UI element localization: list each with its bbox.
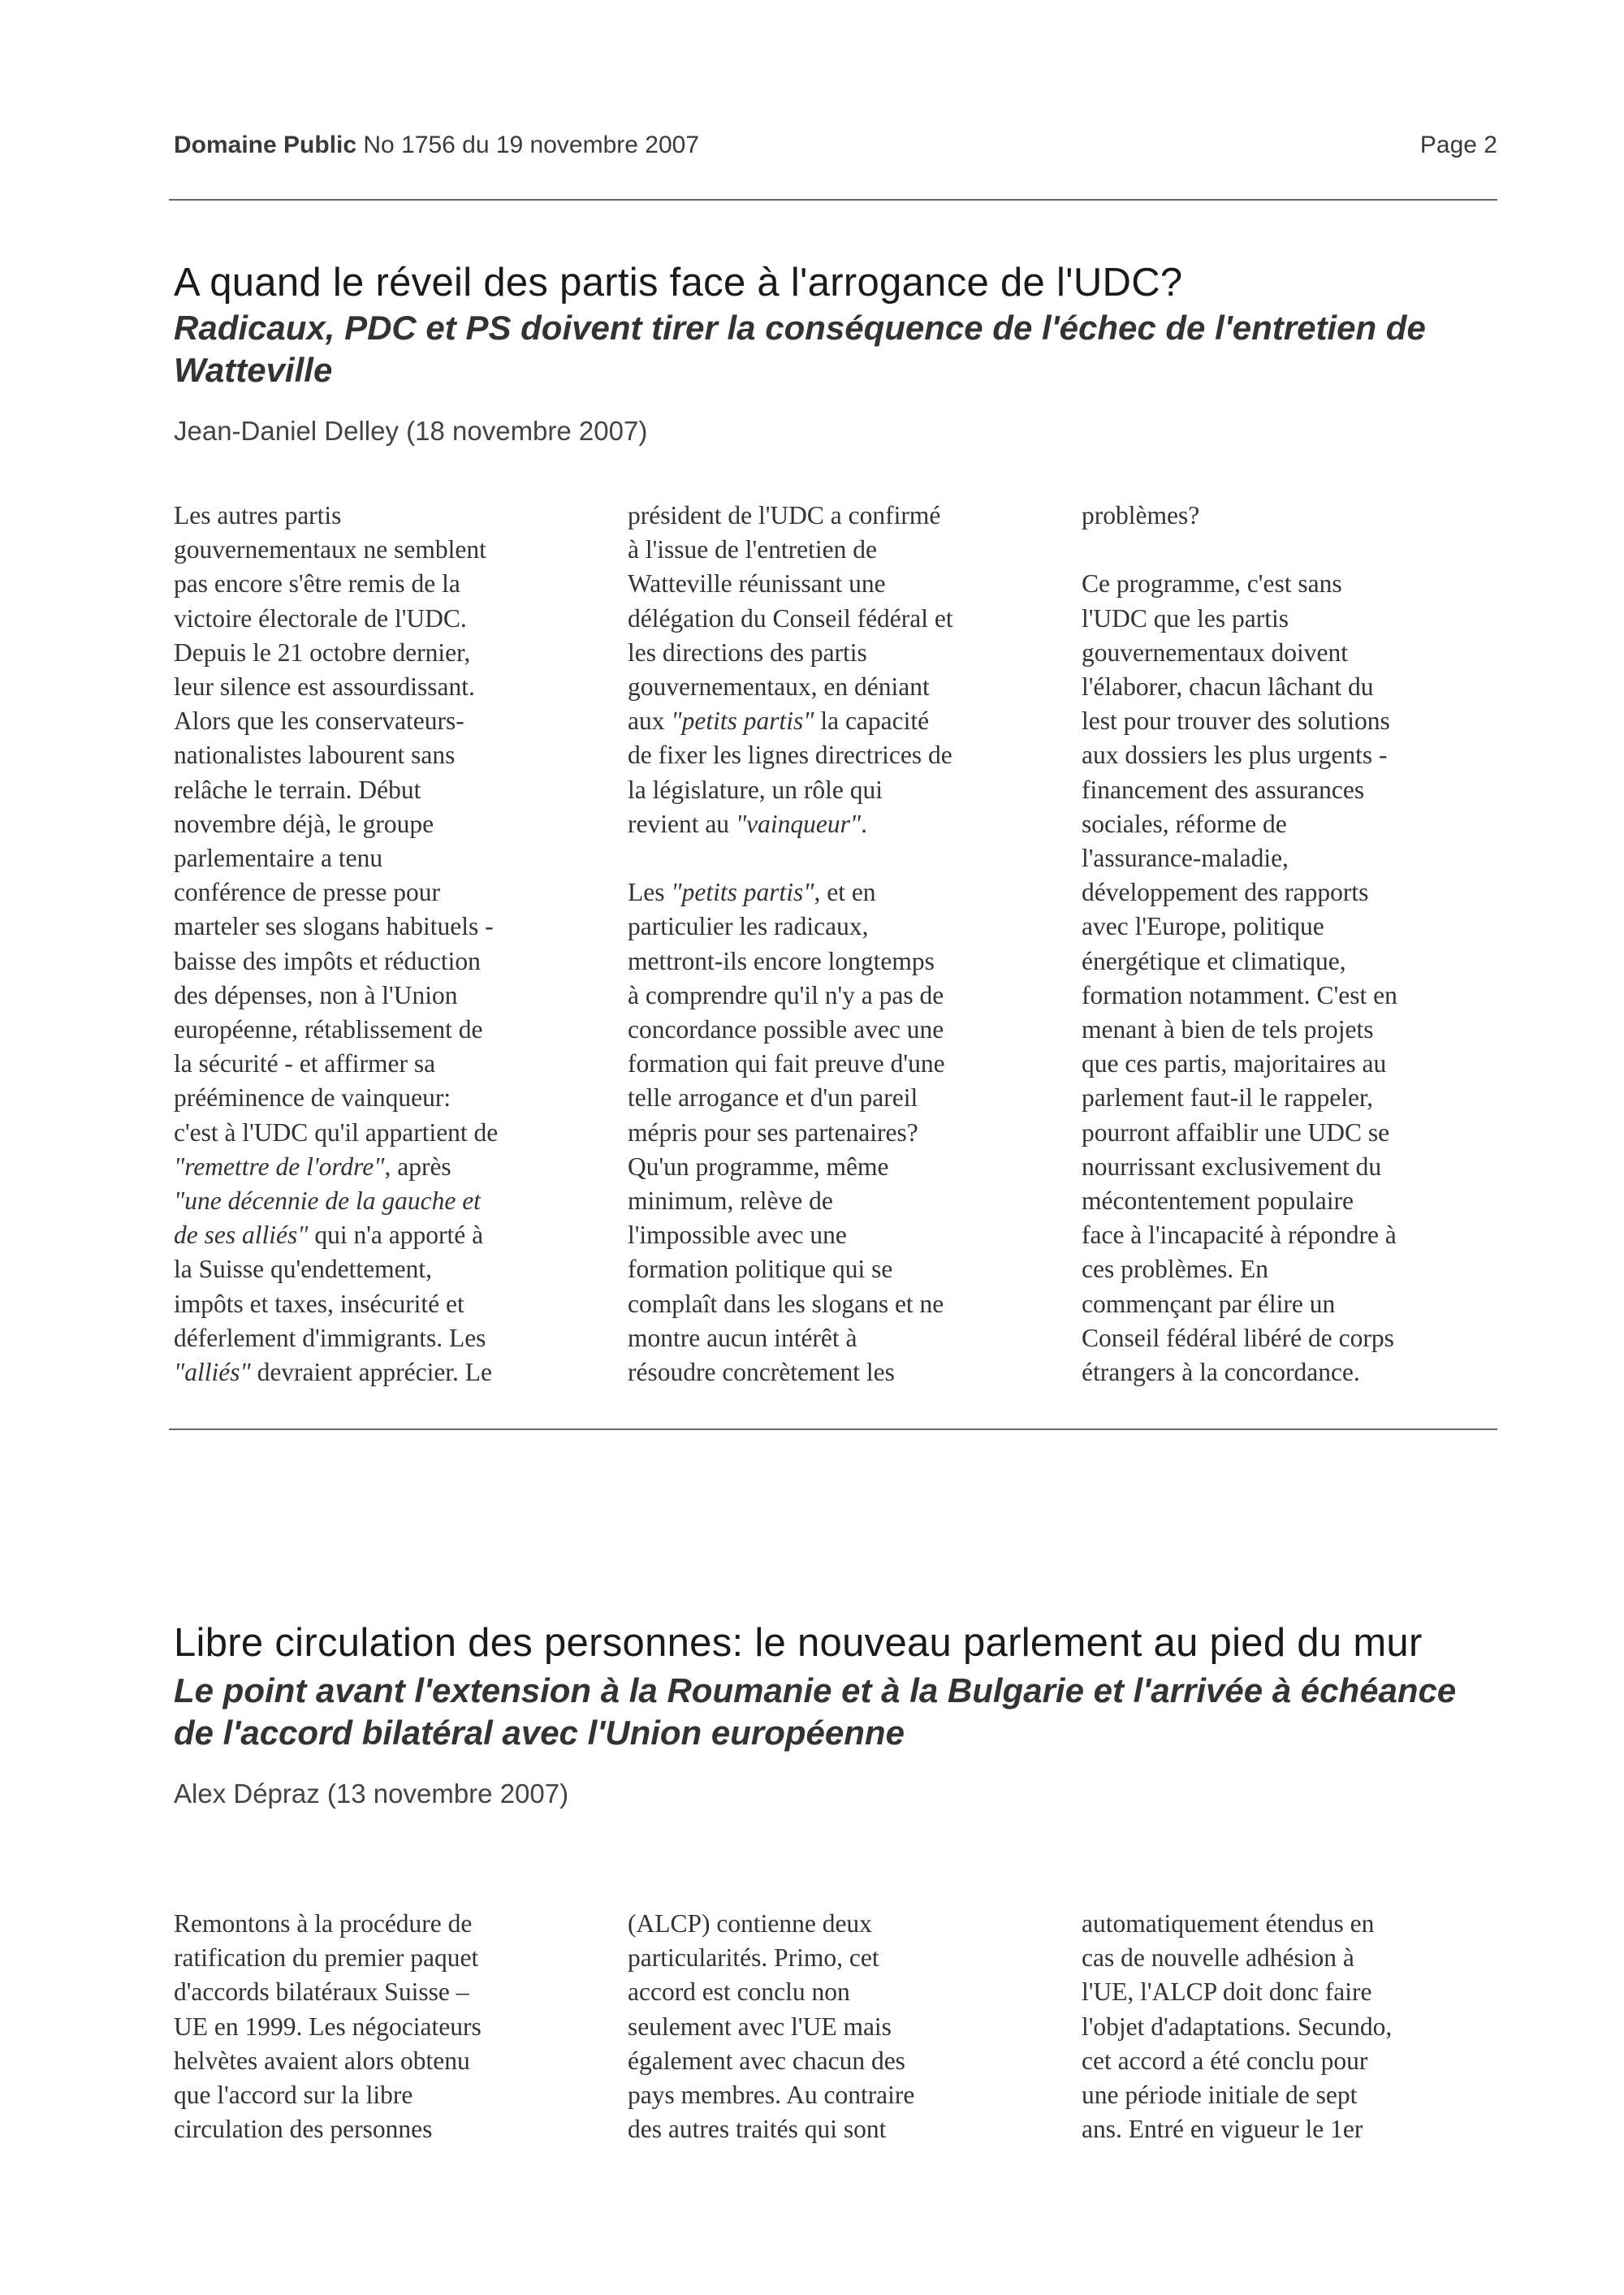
- text-line: aux "petits partis" la capacité: [628, 707, 930, 736]
- issue-info: No 1756 du 19 novembre 2007: [363, 132, 700, 158]
- text-line: montre aucun intérêt à: [628, 1323, 857, 1352]
- article-1-column-2: [628, 499, 1050, 1390]
- text-line: des dépenses, non à l'Union: [174, 980, 458, 1009]
- article-2-column-2: [628, 1907, 1050, 2146]
- text-line: c'est à l'UDC qu'il appartient de: [174, 1117, 499, 1147]
- quote: "vainqueur": [735, 809, 862, 838]
- text-line: particulier les radicaux,: [628, 912, 869, 941]
- text-line: Remontons à la procédure de: [174, 1909, 473, 1938]
- text-line: seulement avec l'UE mais: [628, 2012, 892, 2041]
- quote: "alliés": [174, 1358, 251, 1387]
- text-line: financement des assurances: [1082, 775, 1365, 804]
- text-line: avec l'Europe, politique: [1082, 912, 1324, 941]
- text-line: mettront-ils encore longtemps: [628, 946, 935, 975]
- article-byline: Jean-Daniel Delley (18 novembre 2007): [174, 416, 648, 446]
- text-line: président de l'UDC a confirmé: [628, 501, 941, 529]
- text-line: conférence de presse pour: [174, 878, 440, 907]
- text-line: ces problèmes. En: [1082, 1255, 1269, 1284]
- text-line: délégation du Conseil fédéral et: [628, 603, 953, 633]
- text-line: nourrissant exclusivement du: [1082, 1152, 1382, 1181]
- paragraph-gap: [628, 841, 1050, 875]
- text-line: parlementaire a tenu: [174, 844, 383, 873]
- text-line: victoire électorale de l'UDC.: [174, 603, 467, 633]
- text-line: énergétique et climatique,: [1082, 946, 1346, 975]
- text-line: face à l'incapacité à répondre à: [1082, 1221, 1397, 1250]
- text-line: une période initiale de sept: [1082, 2081, 1358, 2110]
- article-subtitle: Radicaux, PDC et PS doivent tirer la conséquence de l'échec de l'entretien de Watteville: [174, 309, 1426, 389]
- text-line: Qu'un programme, même: [628, 1152, 889, 1181]
- text-line: Les autres partis: [174, 501, 342, 529]
- text-line: d'accords bilatéraux Suisse –: [174, 1977, 469, 2007]
- quote: "une décennie de la gauche et: [174, 1186, 481, 1216]
- text-line: l'impossible avec une: [628, 1221, 847, 1250]
- text-line: l'assurance-maladie,: [1082, 844, 1289, 873]
- text-line: minimum, relève de: [628, 1186, 833, 1216]
- text-line: de ses alliés" qui n'a apporté à: [174, 1221, 484, 1250]
- quote: "petits partis": [671, 707, 814, 736]
- text-line: l'UE, l'ALCP doit donc faire: [1082, 1977, 1372, 2007]
- header-divider: [169, 199, 1497, 201]
- text-line: relâche le terrain. Début: [174, 775, 421, 804]
- text-line: à comprendre qu'il n'y a pas de: [628, 980, 944, 1009]
- page-header: [174, 132, 1497, 164]
- text-line: déferlement d'immigrants. Les: [174, 1323, 486, 1352]
- text-line: à l'issue de l'entretien de: [628, 535, 877, 564]
- text-line: accord est conclu non: [628, 1977, 850, 2007]
- text-line: formation notamment. C'est en: [1082, 980, 1397, 1009]
- quote: "petits partis": [671, 878, 814, 907]
- text-line: automatiquement étendus en: [1082, 1909, 1375, 1938]
- text-line: [174, 1184, 596, 1218]
- text-line: ratification du premier paquet: [174, 1943, 479, 1973]
- text-line: mépris pour ses partenaires?: [628, 1117, 918, 1147]
- text-line: résoudre concrètement les: [628, 1358, 895, 1387]
- text-line: novembre déjà, le groupe: [174, 809, 434, 838]
- text-line: problèmes?: [1082, 501, 1200, 529]
- text-line: complaît dans les slogans et ne: [628, 1289, 944, 1318]
- text-line: telle arrogance et d'un pareil: [628, 1083, 918, 1113]
- text-line: helvètes avaient alors obtenu: [174, 2046, 470, 2075]
- article-2-body: [174, 1907, 1497, 2167]
- article-1-heading: [174, 258, 1497, 447]
- text-line: leur silence est assourdissant.: [174, 672, 475, 702]
- text-line: "remettre de l'ordre", après: [174, 1152, 451, 1181]
- text-line: étrangers à la concordance.: [1082, 1358, 1360, 1387]
- text-line: parlement faut-il le rappeler,: [1082, 1083, 1374, 1113]
- text-line: particularités. Primo, cet: [628, 1943, 879, 1973]
- text-line: Conseil fédéral libéré de corps: [1082, 1323, 1394, 1352]
- paragraph-gap: [1082, 533, 1504, 567]
- text-line: également avec chacun des: [628, 2046, 905, 2075]
- article-1-column-3: [1082, 499, 1504, 1390]
- text-line: (ALCP) contienne deux: [628, 1909, 872, 1938]
- text-line: baisse des impôts et réduction: [174, 946, 481, 975]
- text-line: UE en 1999. Les négociateurs: [174, 2012, 482, 2041]
- text-line: sociales, réforme de: [1082, 809, 1287, 838]
- text-line: les directions des partis: [628, 638, 867, 667]
- text-line: nationalistes labourent sans: [174, 741, 456, 770]
- article-2-column-3: [1082, 1907, 1504, 2146]
- quote: "remettre de l'ordre": [174, 1152, 385, 1181]
- text-line: cet accord a été conclu pour: [1082, 2046, 1368, 2075]
- text-line: Ce programme, c'est sans: [1082, 569, 1342, 599]
- text-line: la Suisse qu'endettement,: [174, 1255, 432, 1284]
- text-line: gouvernementaux doivent: [1082, 638, 1349, 667]
- article-title: A quand le réveil des partis face à l'arrogance de l'UDC?: [174, 261, 1183, 305]
- article-byline: Alex Dépraz (13 novembre 2007): [174, 1779, 569, 1809]
- article-1-column-1: [174, 499, 596, 1390]
- text-line: de fixer les lignes directrices de: [628, 741, 952, 770]
- text-line: l'objet d'adaptations. Secundo,: [1082, 2012, 1393, 2041]
- text-line: pourront affaiblir une UDC se: [1082, 1117, 1390, 1147]
- text-line: l'élaborer, chacun lâchant du: [1082, 672, 1374, 701]
- text-line: pays membres. Au contraire: [628, 2081, 915, 2110]
- text-line: revient au "vainqueur".: [628, 809, 867, 838]
- text-line: que l'accord sur la libre: [174, 2081, 413, 2110]
- text-line: gouvernementaux ne semblent: [174, 535, 486, 564]
- text-line: menant à bien de tels projets: [1082, 1015, 1374, 1044]
- text-line: développement des rapports: [1082, 878, 1369, 907]
- article-divider: [169, 1428, 1497, 1430]
- text-line: marteler ses slogans habituels -: [174, 912, 494, 941]
- text-line: formation qui fait preuve d'une: [628, 1049, 945, 1078]
- article-title: Libre circulation des personnes: le nouveau parlement au pied du mur: [174, 1621, 1423, 1665]
- text-line: "alliés" devraient apprécier. Le: [174, 1358, 493, 1387]
- text-line: lest pour trouver des solutions: [1082, 707, 1390, 736]
- text-line: commençant par élire un: [1082, 1289, 1336, 1318]
- article-1-body: [174, 499, 1497, 1400]
- text-line: européenne, rétablissement de: [174, 1015, 483, 1044]
- text-line: des autres traités qui sont: [628, 2115, 887, 2144]
- text-line: formation politique qui se: [628, 1255, 893, 1284]
- text-line: pas encore s'être remis de la: [174, 569, 460, 599]
- text-line: Alors que les conservateurs-: [174, 707, 464, 736]
- text-line: impôts et taxes, insécurité et: [174, 1289, 464, 1318]
- text-line: aux dossiers les plus urgents -: [1082, 741, 1388, 770]
- article-2-heading: [174, 1616, 1497, 1809]
- text-line: mécontentement populaire: [1082, 1186, 1354, 1216]
- text-line: Depuis le 21 octobre dernier,: [174, 638, 471, 667]
- text-line: l'UDC que les partis: [1082, 603, 1289, 633]
- text-line: la législature, un rôle qui: [628, 775, 883, 804]
- text-line: Watteville réunissant une: [628, 569, 886, 599]
- text-line: prééminence de vainqueur:: [174, 1083, 451, 1113]
- text-line: concordance possible avec une: [628, 1015, 944, 1044]
- article-2-column-1: [174, 1907, 596, 2146]
- publication-name: Domaine Public: [174, 132, 357, 158]
- text-line: cas de nouvelle adhésion à: [1082, 1943, 1354, 1973]
- text-line: gouvernementaux, en déniant: [628, 672, 930, 702]
- text-line: Les "petits partis", et en: [628, 878, 876, 907]
- page-number: Page 2: [1419, 132, 1497, 158]
- text-line: la sécurité - et affirmer sa: [174, 1049, 436, 1078]
- text-line: que ces partis, majoritaires au: [1082, 1049, 1387, 1078]
- text-line: ans. Entré en vigueur le 1er: [1082, 2115, 1363, 2144]
- quote: de ses alliés": [174, 1221, 309, 1250]
- article-subtitle: Le point avant l'extension à la Roumanie et à la Bulgarie et l'arrivée à échéance de l'accord bilatéral avec l'Union européenne: [174, 1671, 1457, 1752]
- text-line: circulation des personnes: [174, 2115, 433, 2144]
